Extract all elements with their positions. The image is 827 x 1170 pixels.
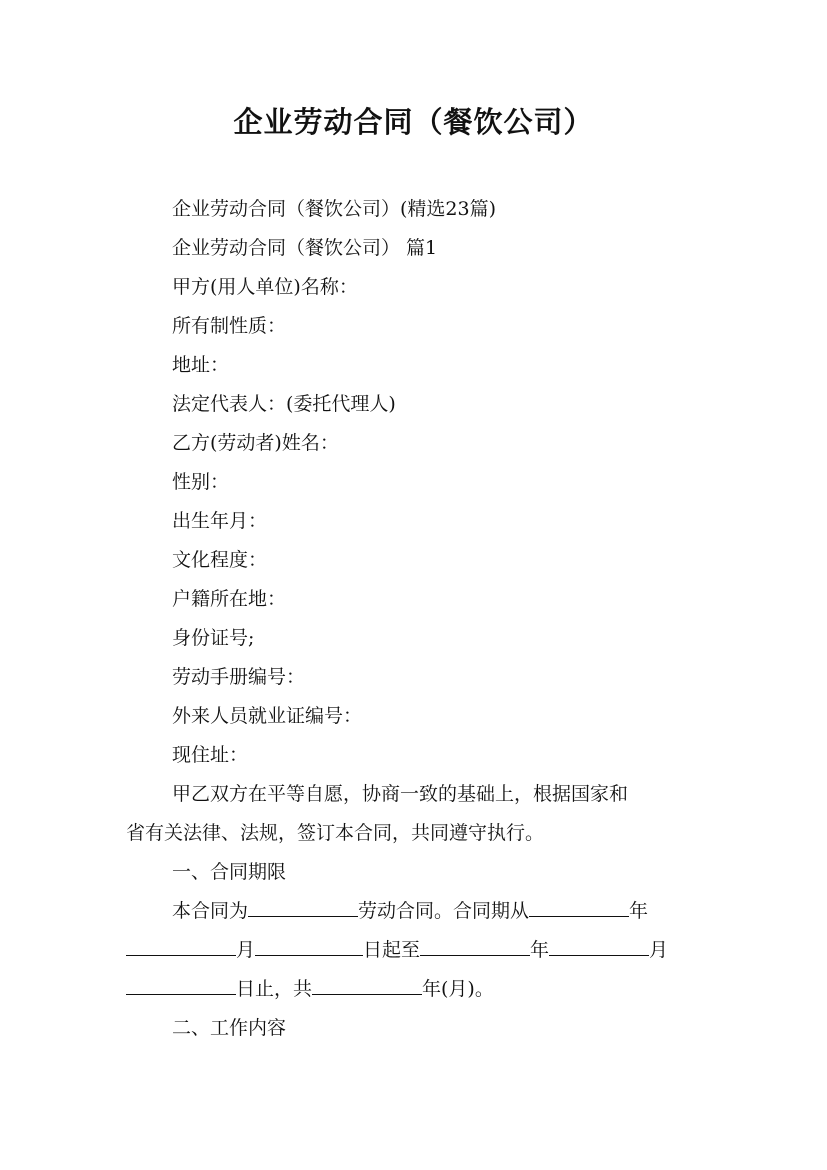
blank-start-year[interactable] (529, 899, 629, 917)
field-employee-name: 乙方(劳动者)姓名： (172, 432, 339, 454)
field-birth: 出生年月： (172, 510, 268, 532)
blank-end-year[interactable] (420, 938, 530, 956)
section-heading-work: 二、工作内容 (172, 1017, 287, 1039)
term-text: 日起至 (363, 939, 421, 961)
term-text: 劳动合同。合同期从 (358, 900, 530, 922)
field-employment-cert: 外来人员就业证编号： (172, 705, 363, 727)
blank-start-month[interactable] (126, 938, 236, 956)
field-legal-rep: 法定代表人：(委托代理人) (172, 393, 396, 415)
blank-end-day[interactable] (126, 977, 236, 995)
subtitle-selected: 企业劳动合同（餐饮公司）(精选23篇) (172, 198, 497, 220)
blank-start-day[interactable] (255, 938, 363, 956)
document-title: 企业劳动合同（餐饮公司） (233, 105, 594, 139)
term-text: 年 (530, 939, 550, 961)
term-text: 本合同为 (172, 900, 249, 922)
paragraph-intro-line-2: 省有关法律、法规，签订本合同，共同遵守执行。 (126, 822, 545, 844)
field-ownership: 所有制性质： (172, 315, 287, 337)
term-text: 月 (649, 939, 669, 961)
term-text: 日止，共 (236, 978, 313, 1000)
paragraph-intro-line-1: 甲乙双方在平等自愿，协商一致的基础上，根据国家和 (172, 783, 629, 805)
field-id-number: 身份证号; (172, 627, 255, 649)
section-heading-term: 一、合同期限 (172, 861, 287, 883)
field-labor-handbook: 劳动手册编号： (172, 666, 306, 688)
term-text: 年(月)。 (422, 978, 494, 1000)
document-body (126, 190, 702, 1048)
term-text: 月 (236, 939, 256, 961)
field-employer-name: 甲方(用人单位)名称： (172, 276, 358, 298)
blank-contract-type[interactable] (248, 899, 358, 917)
field-gender: 性别： (172, 471, 230, 493)
blank-end-month[interactable] (549, 938, 649, 956)
term-text: 年 (629, 900, 649, 922)
field-address: 地址： (172, 354, 230, 376)
field-current-address: 现住址： (172, 744, 249, 766)
field-education: 文化程度： (172, 549, 268, 571)
subtitle-part: 企业劳动合同（餐饮公司） 篇1 (172, 237, 438, 259)
term-line-3 (126, 970, 702, 1009)
field-household: 户籍所在地： (172, 588, 287, 610)
term-line-1 (126, 892, 702, 931)
blank-total-duration[interactable] (312, 977, 422, 995)
term-line-2 (126, 931, 702, 970)
